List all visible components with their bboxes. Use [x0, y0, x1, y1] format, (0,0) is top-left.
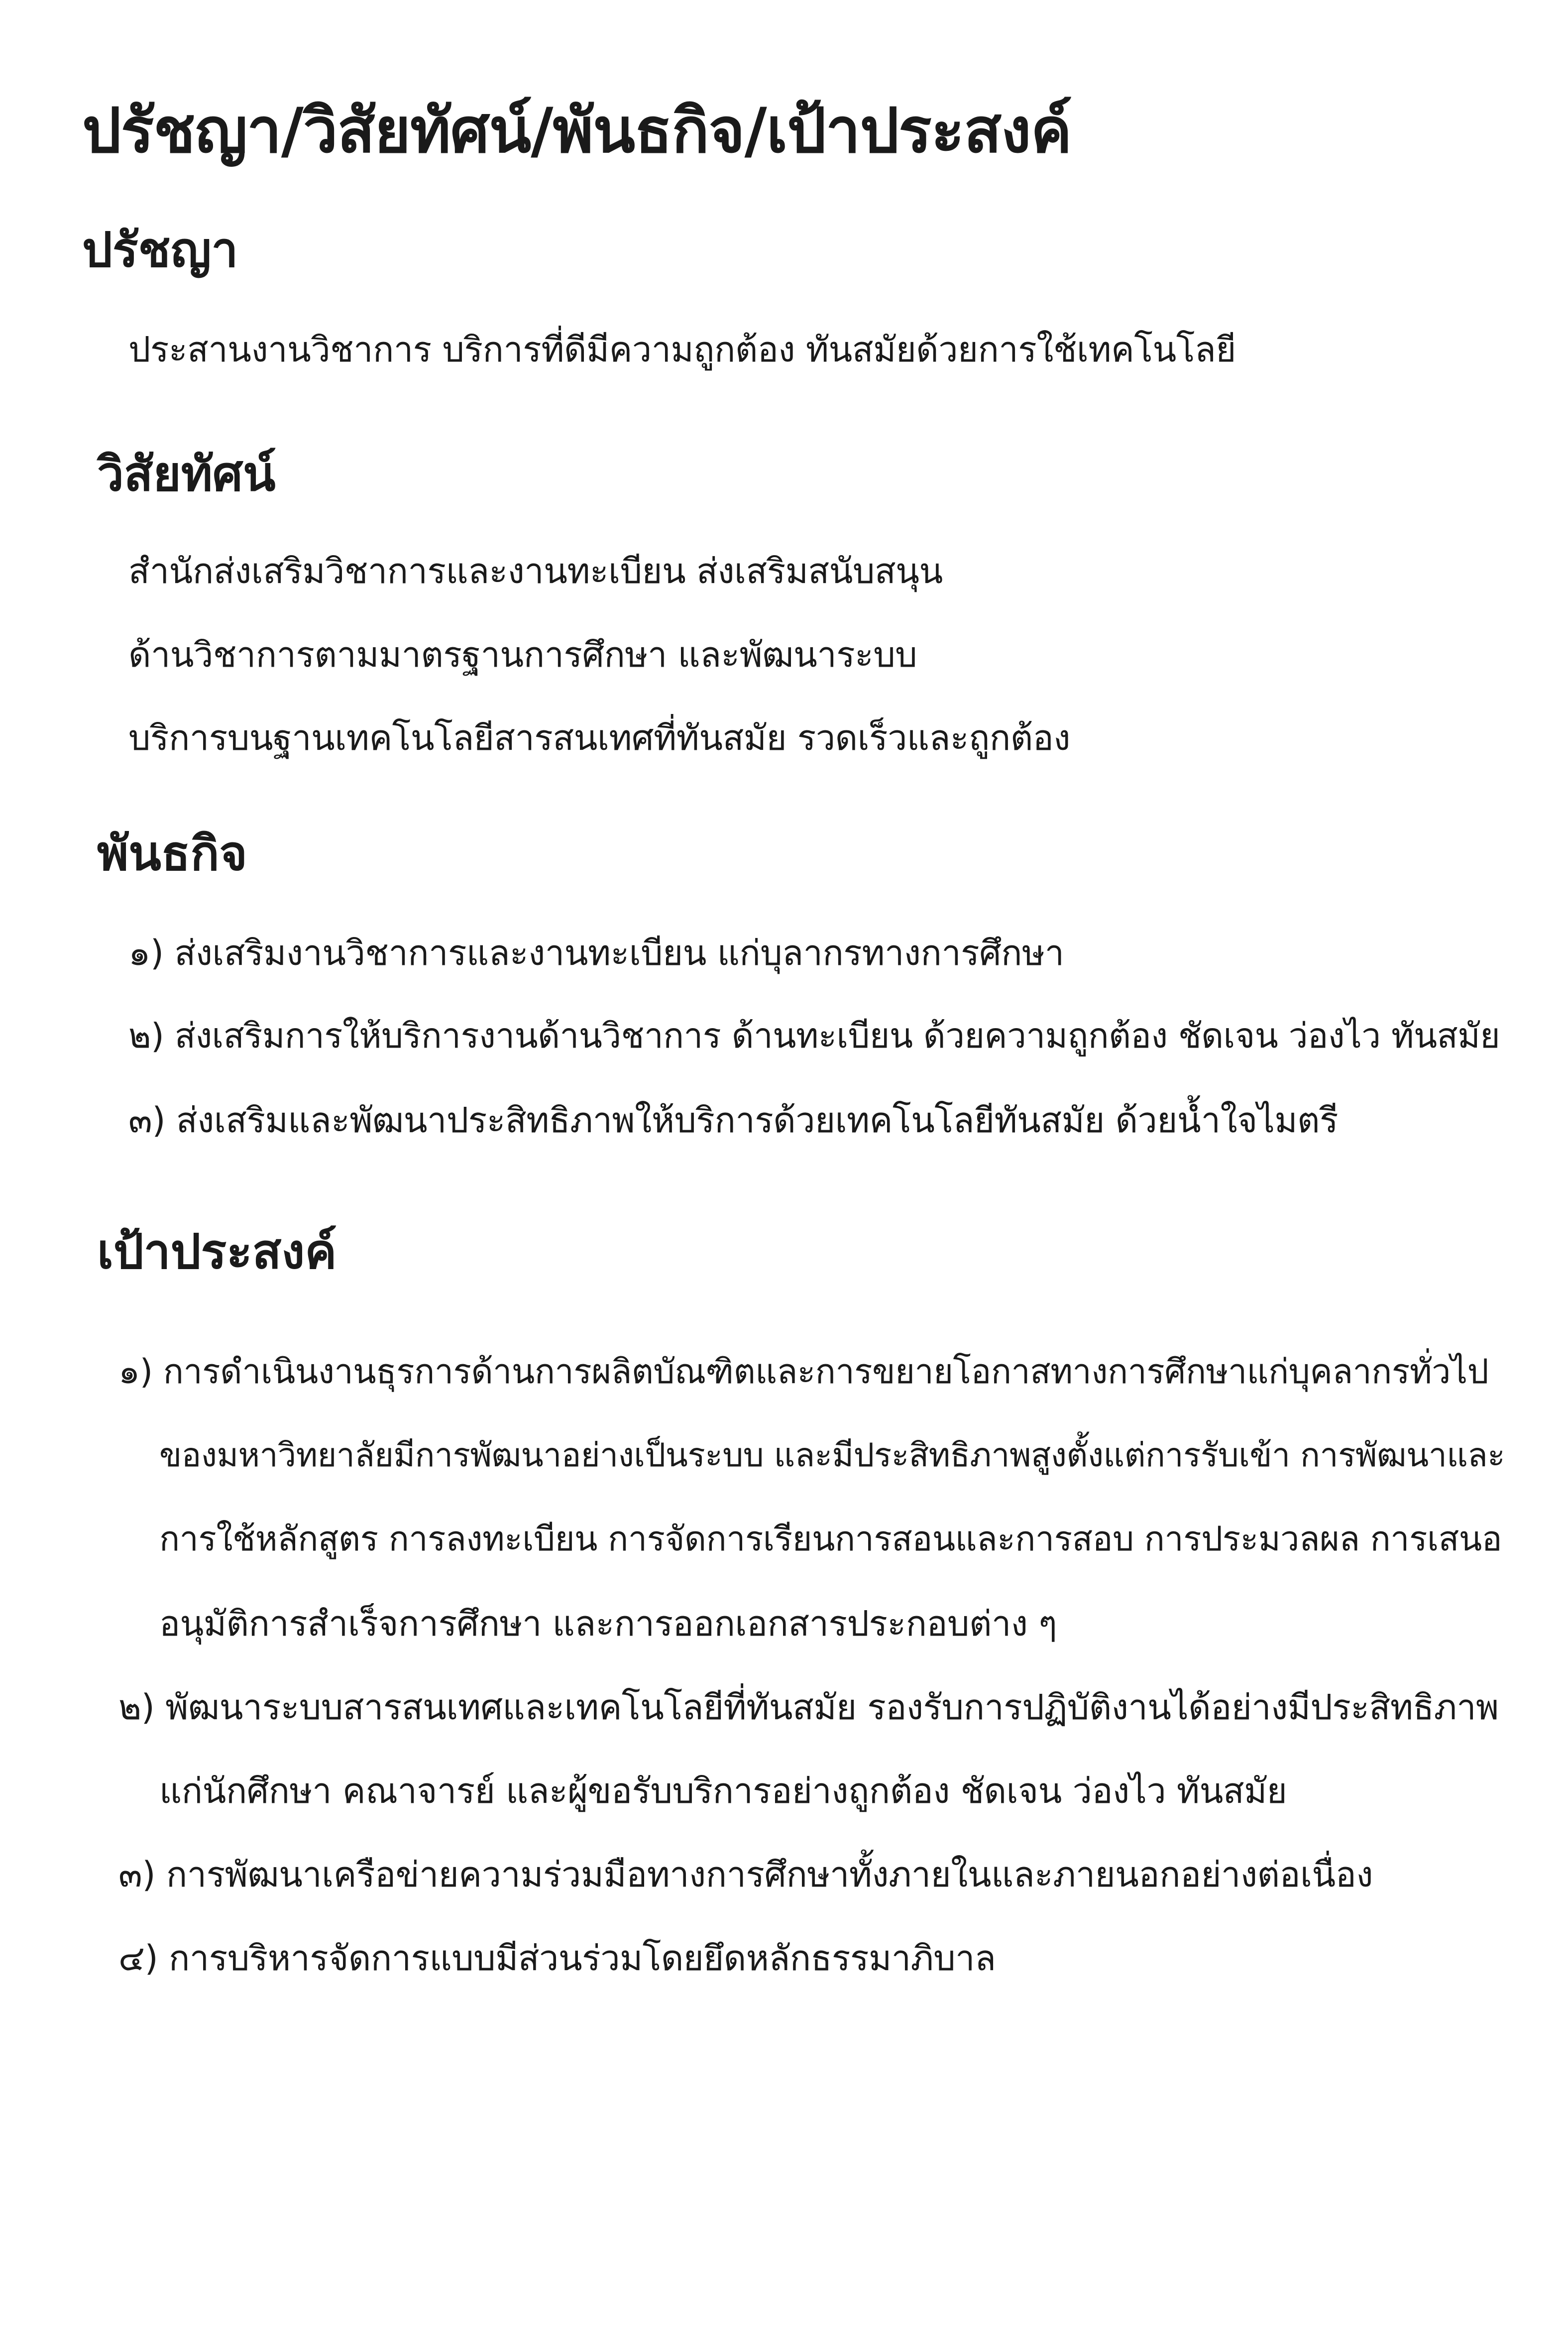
goal-line: การใช้หลักสูตร การลงทะเบียน การจัดการเรียนการสอนและการสอบ การประมวลผล การเสนอ: [159, 1520, 1502, 1559]
vision-line: สำนักส่งเสริมวิชาการและงานทะเบียน ส่งเสริมสนับสนุน: [128, 551, 943, 591]
goal-line: ๒) พัฒนาระบบสารสนเทศและเทคโนโลยีที่ทันสมัย รองรับการปฏิบัติงานได้อย่างมีประสิทธิภาพ: [118, 1687, 1499, 1728]
goal-line: ๔) การบริหารจัดการแบบมีส่วนร่วมโดยยึดหลักธรรมาภิบาล: [118, 1938, 996, 1979]
philosophy-heading: ปรัชญา: [82, 222, 238, 278]
goals-heading: เป้าประสงค์: [97, 1224, 337, 1280]
vision-line: บริการบนฐานเทคโนโลยีสารสนเทศที่ทันสมัย รวดเร็วและถูกต้อง: [128, 717, 1070, 758]
mission-heading: พันธกิจ: [97, 825, 247, 881]
vision-line: ด้านวิชาการตามมาตรฐานการศึกษา และพัฒนาระบบ: [128, 634, 917, 675]
mission-item: ๒) ส่งเสริมการให้บริการงานด้านวิชาการ ด้านทะเบียน ด้วยความถูกต้อง ชัดเจน ว่องไว ทันสมัย: [128, 1016, 1500, 1056]
goal-line: ๑) การดำเนินงานธุรการด้านการผลิตบัณฑิตและการขยายโอกาสทางการศึกษาแก่บุคลากรทั่วไป: [118, 1352, 1489, 1392]
mission-item: ๑) ส่งเสริมงานวิชาการและงานทะเบียน แก่บุลากรทางการศึกษา: [128, 933, 1064, 973]
mission-item: ๓) ส่งเสริมและพัฒนาประสิทธิภาพให้บริการด้วยเทคโนโลยีทันสมัย ด้วยน้ำใจไมตรี: [128, 1100, 1339, 1141]
goal-line: อนุมัติการสำเร็จการศึกษา และการออกเอกสารประกอบต่าง ๆ: [159, 1603, 1057, 1644]
philosophy-text: ประสานงานวิชาการ บริการที่ดีมีความถูกต้อง ทันสมัยด้วยการใช้เทคโนโลยี: [128, 329, 1236, 370]
goal-line: ๓) การพัฒนาเครือข่ายความร่วมมือทางการศึกษาทั้งภายในและภายนอกอย่างต่อเนื่อง: [118, 1854, 1373, 1895]
goal-line: แก่นักศึกษา คณาจารย์ และผู้ขอรับบริการอย่างถูกต้อง ชัดเจน ว่องไว ทันสมัย: [159, 1770, 1287, 1811]
vision-heading: วิสัยทัศน์: [97, 446, 276, 502]
page-title: ปรัชญา/วิสัยทัศน์/พันธกิจ/เป้าประสงค์: [82, 95, 1072, 167]
goal-line: ของมหาวิทยาลัยมีการพัฒนาอย่างเป็นระบบ และมีประสิทธิภาพสูงตั้งแต่การรับเข้า การพัฒนาและ: [159, 1436, 1505, 1474]
